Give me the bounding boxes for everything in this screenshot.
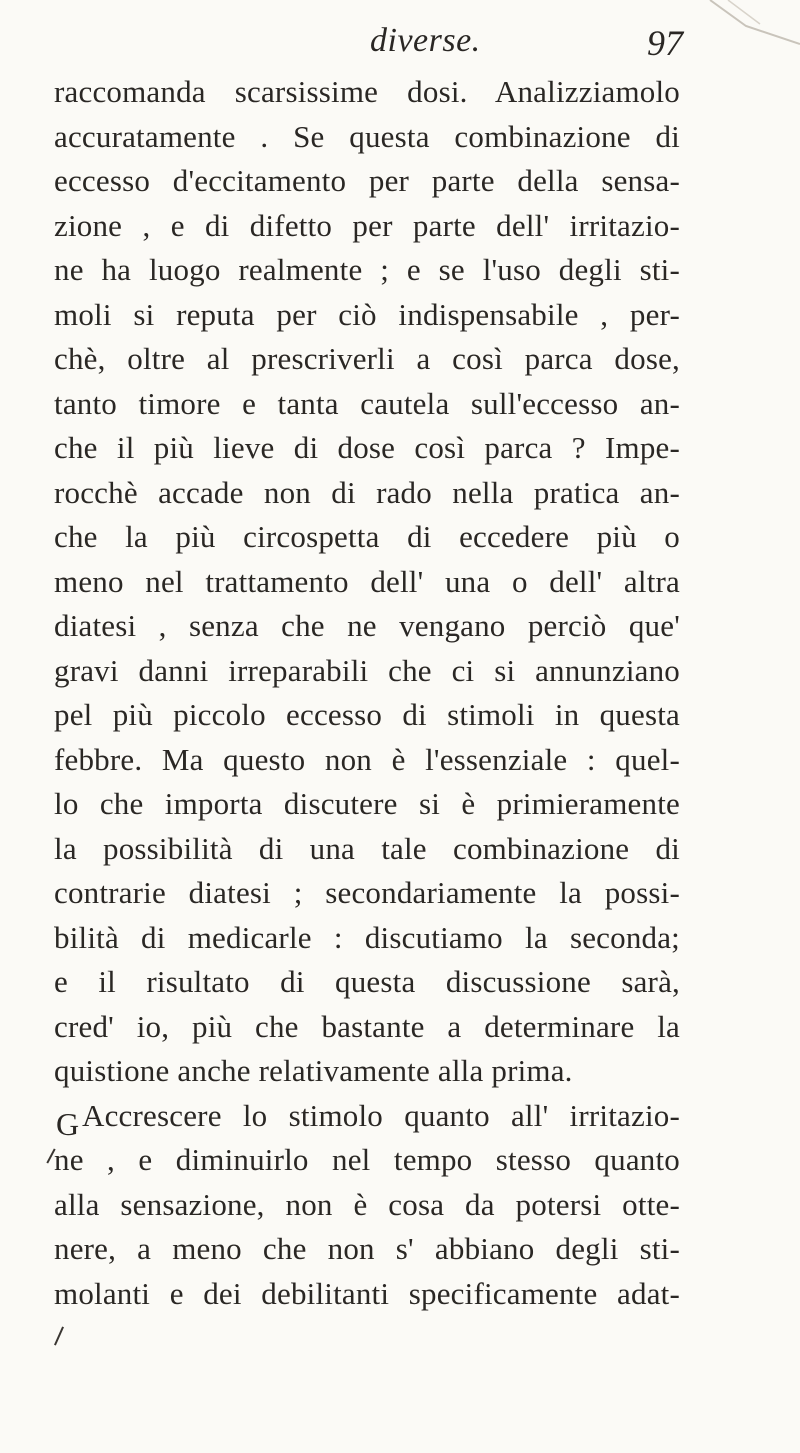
- signature-mark: G: [56, 1106, 80, 1142]
- body-text: [54, 70, 680, 1316]
- text-line: bilità di medicarle : discutiamo la seconda;: [54, 919, 680, 955]
- text-line: meno nel trattamento dell' una o dell' altra: [54, 563, 680, 599]
- text-line: la possibilità di una tale combinazione di: [54, 830, 680, 866]
- text-line: pel più piccolo eccesso di stimoli in questa: [54, 697, 680, 732]
- text-line: lo che importa discutere si è primieramente: [54, 786, 680, 821]
- page-number: 97: [647, 23, 683, 63]
- text-line: che la più circospetta di eccedere più o: [54, 519, 680, 554]
- text-line: chè, oltre al prescriverli a così parca dose,: [54, 341, 680, 376]
- text-line: zione , e di difetto per parte dell' irritazio-: [54, 207, 680, 243]
- text-line: che il più lieve di dose così parca ? Impe-: [54, 430, 680, 465]
- text-line: alla sensazione, non è cosa da potersi otte-: [54, 1186, 680, 1222]
- page-header: [0, 22, 800, 72]
- text-line: Accrescere lo stimolo quanto all' irritazio-: [82, 1097, 680, 1133]
- text-line: e il risultato di questa discussione sarà,: [54, 964, 680, 999]
- running-title: diverse.: [370, 22, 481, 59]
- text-line: quistione anche relativamente alla prima.: [54, 1053, 573, 1088]
- text-line: gravi danni irreparabili che ci si annunziano: [54, 652, 680, 688]
- text-line: rocchè accade non di rado nella pratica an-: [54, 474, 680, 510]
- text-line: accuratamente . Se questa combinazione di: [54, 118, 680, 154]
- text-line: molanti e dei debilitanti specificamente adat-: [54, 1275, 680, 1311]
- text-line: febbre. Ma questo non è l'essenziale : quel-: [54, 741, 680, 777]
- text-line: diatesi , senza che ne vengano perciò que': [54, 608, 680, 643]
- text-line: ne ha luogo realmente ; e se l'uso degli sti-: [54, 252, 680, 287]
- text-line: cred' io, più che bastante a determinare la: [54, 1008, 680, 1044]
- text-line: raccomanda scarsissime dosi. Analizziamolo: [54, 74, 680, 109]
- text-line: nere, a meno che non s' abbiano degli sti-: [54, 1231, 680, 1266]
- text-line: eccesso d'eccitamento per parte della sensa-: [54, 163, 680, 198]
- margin-pencil-mark: [54, 1326, 64, 1345]
- text-line: ne , e diminuirlo nel tempo stesso quanto: [54, 1142, 680, 1177]
- text-line: tanto timore e tanta cautela sull'eccesso an-: [54, 385, 680, 421]
- text-line: contrarie diatesi ; secondariamente la possi-: [54, 875, 680, 910]
- text-line: moli si reputa per ciò indispensabile , per-: [54, 296, 680, 332]
